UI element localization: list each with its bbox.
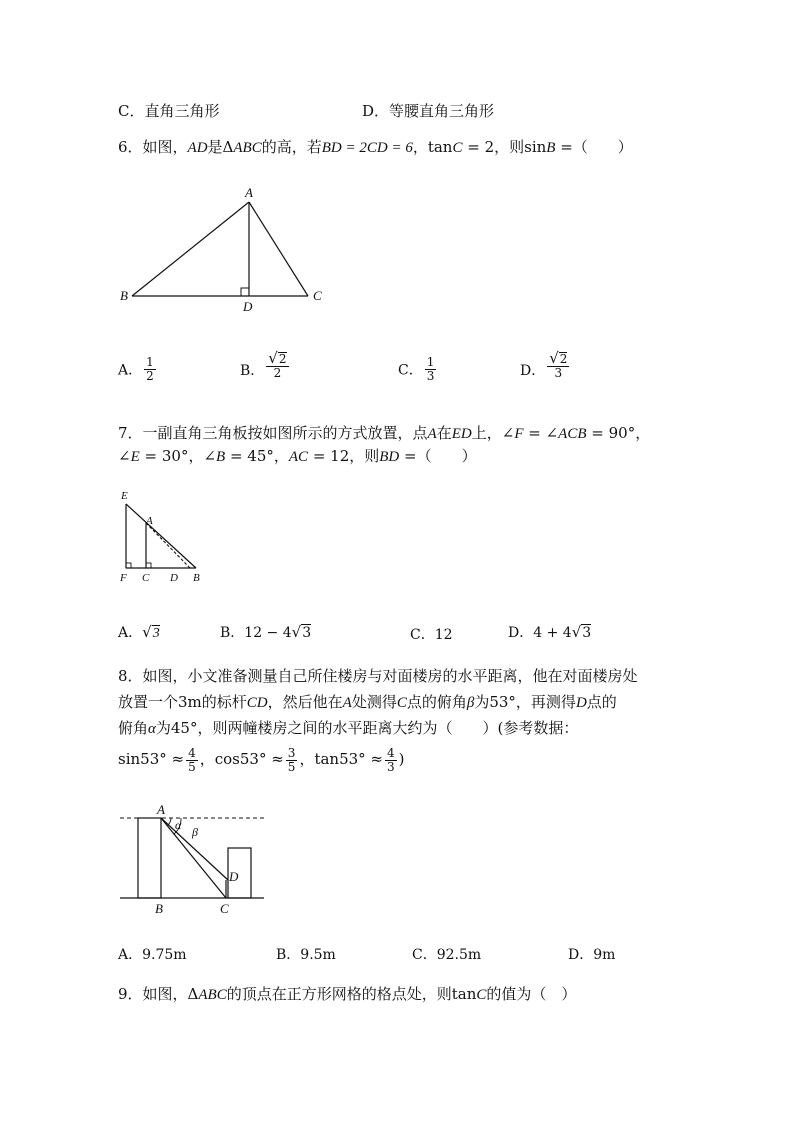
q8-angle-arc-alpha	[168, 818, 171, 825]
q8-label-b: B	[155, 901, 163, 916]
q8-stem-line3: 俯角α为45°，则两幢楼房之间的水平距离大约为（ ）(参考数据：	[118, 719, 579, 737]
q8-option-b: B．9.5m	[276, 947, 336, 963]
q7-option-c: C．12	[410, 627, 453, 643]
q7-stem-line1: 7．一副直角三角板按如图所示的方式放置，点A在ED上，∠F = ∠ACB = 90°，	[118, 424, 651, 442]
q7-option-b: B．12 − 4√3	[220, 623, 312, 641]
q7-label-a: A	[146, 515, 153, 527]
q6-right-angle-mark	[241, 288, 249, 296]
q8-stem-line1: 8．如图，小文准备测量自己所住楼房与对面楼房的水平距离，他在对面楼房处	[118, 667, 638, 685]
q8-label-c: C	[220, 901, 229, 916]
q6-label-a: A	[245, 185, 253, 200]
q9-stem: 9．如图，ΔABC的顶点在正方形网格的格点处，则tanC的值为（ ）	[118, 985, 577, 1003]
q7-label-c: C	[142, 572, 150, 584]
q8-reference-data: sin53° ≈ $\frac{4}{5}$ ，cos53° ≈ $\frac{3}{5}$ ，tan53° ≈ $\frac{4}{3}$ )	[118, 745, 405, 774]
q7-side-ed	[126, 504, 196, 568]
q6-label-d: D	[243, 299, 253, 314]
q7-label-d: D	[170, 572, 178, 584]
q7-label-f: F	[120, 572, 127, 584]
q5-option-d: D．等腰直角三角形	[362, 102, 495, 120]
q7-option-d: D．4 + 4√3	[508, 623, 592, 641]
q7-right-angle-f	[126, 563, 131, 568]
q6-label-c: C	[313, 288, 322, 303]
q8-label-beta: β	[192, 825, 198, 839]
q7-label-e: E	[121, 490, 128, 502]
q7-side-ab	[146, 523, 190, 568]
q8-label-alpha: α	[175, 818, 182, 832]
q8-option-c: C．92.5m	[412, 947, 482, 963]
q6-side-ba	[132, 202, 249, 296]
q6-option-b: B． $\frac{√2}{2}$	[240, 349, 287, 380]
q7-option-a: A．√3	[118, 623, 160, 641]
q6-option-d: D． $\frac{√2}{3}$	[520, 349, 568, 380]
q6-option-c: C． $\frac{1}{3}$	[398, 355, 435, 383]
q8-option-a: A．9.75m	[118, 947, 187, 963]
q6-stem: 6．如图，AD是ΔABC的高，若BD = 2CD = 6，tanC = 2，则sinB =（ ）	[118, 138, 633, 156]
q7-triangle-figure	[112, 486, 212, 586]
q6-label-b: B	[120, 288, 128, 303]
q5-option-c: C．直角三角形	[118, 102, 220, 120]
q8-stem-line2: 放置一个3m的标杆CD，然后他在A处测得C点的俯角β为53°，再测得D点的	[118, 693, 617, 711]
q6-triangle-figure	[110, 180, 340, 320]
q6-option-a: A． $\frac{1}{2}$	[118, 355, 154, 383]
q6-side-ac	[249, 202, 308, 296]
q8-buildings-figure	[112, 800, 282, 920]
q7-right-angle-c	[146, 563, 151, 568]
q8-option-d: D．9m	[568, 947, 616, 963]
q8-building-left	[138, 818, 161, 898]
q7-stem-line2: ∠E = 30°，∠B = 45°，AC = 12，则BD =（ ）	[118, 447, 477, 465]
q8-label-a: A	[157, 802, 165, 817]
q8-label-d: D	[229, 869, 239, 884]
q7-label-b: B	[193, 572, 200, 584]
